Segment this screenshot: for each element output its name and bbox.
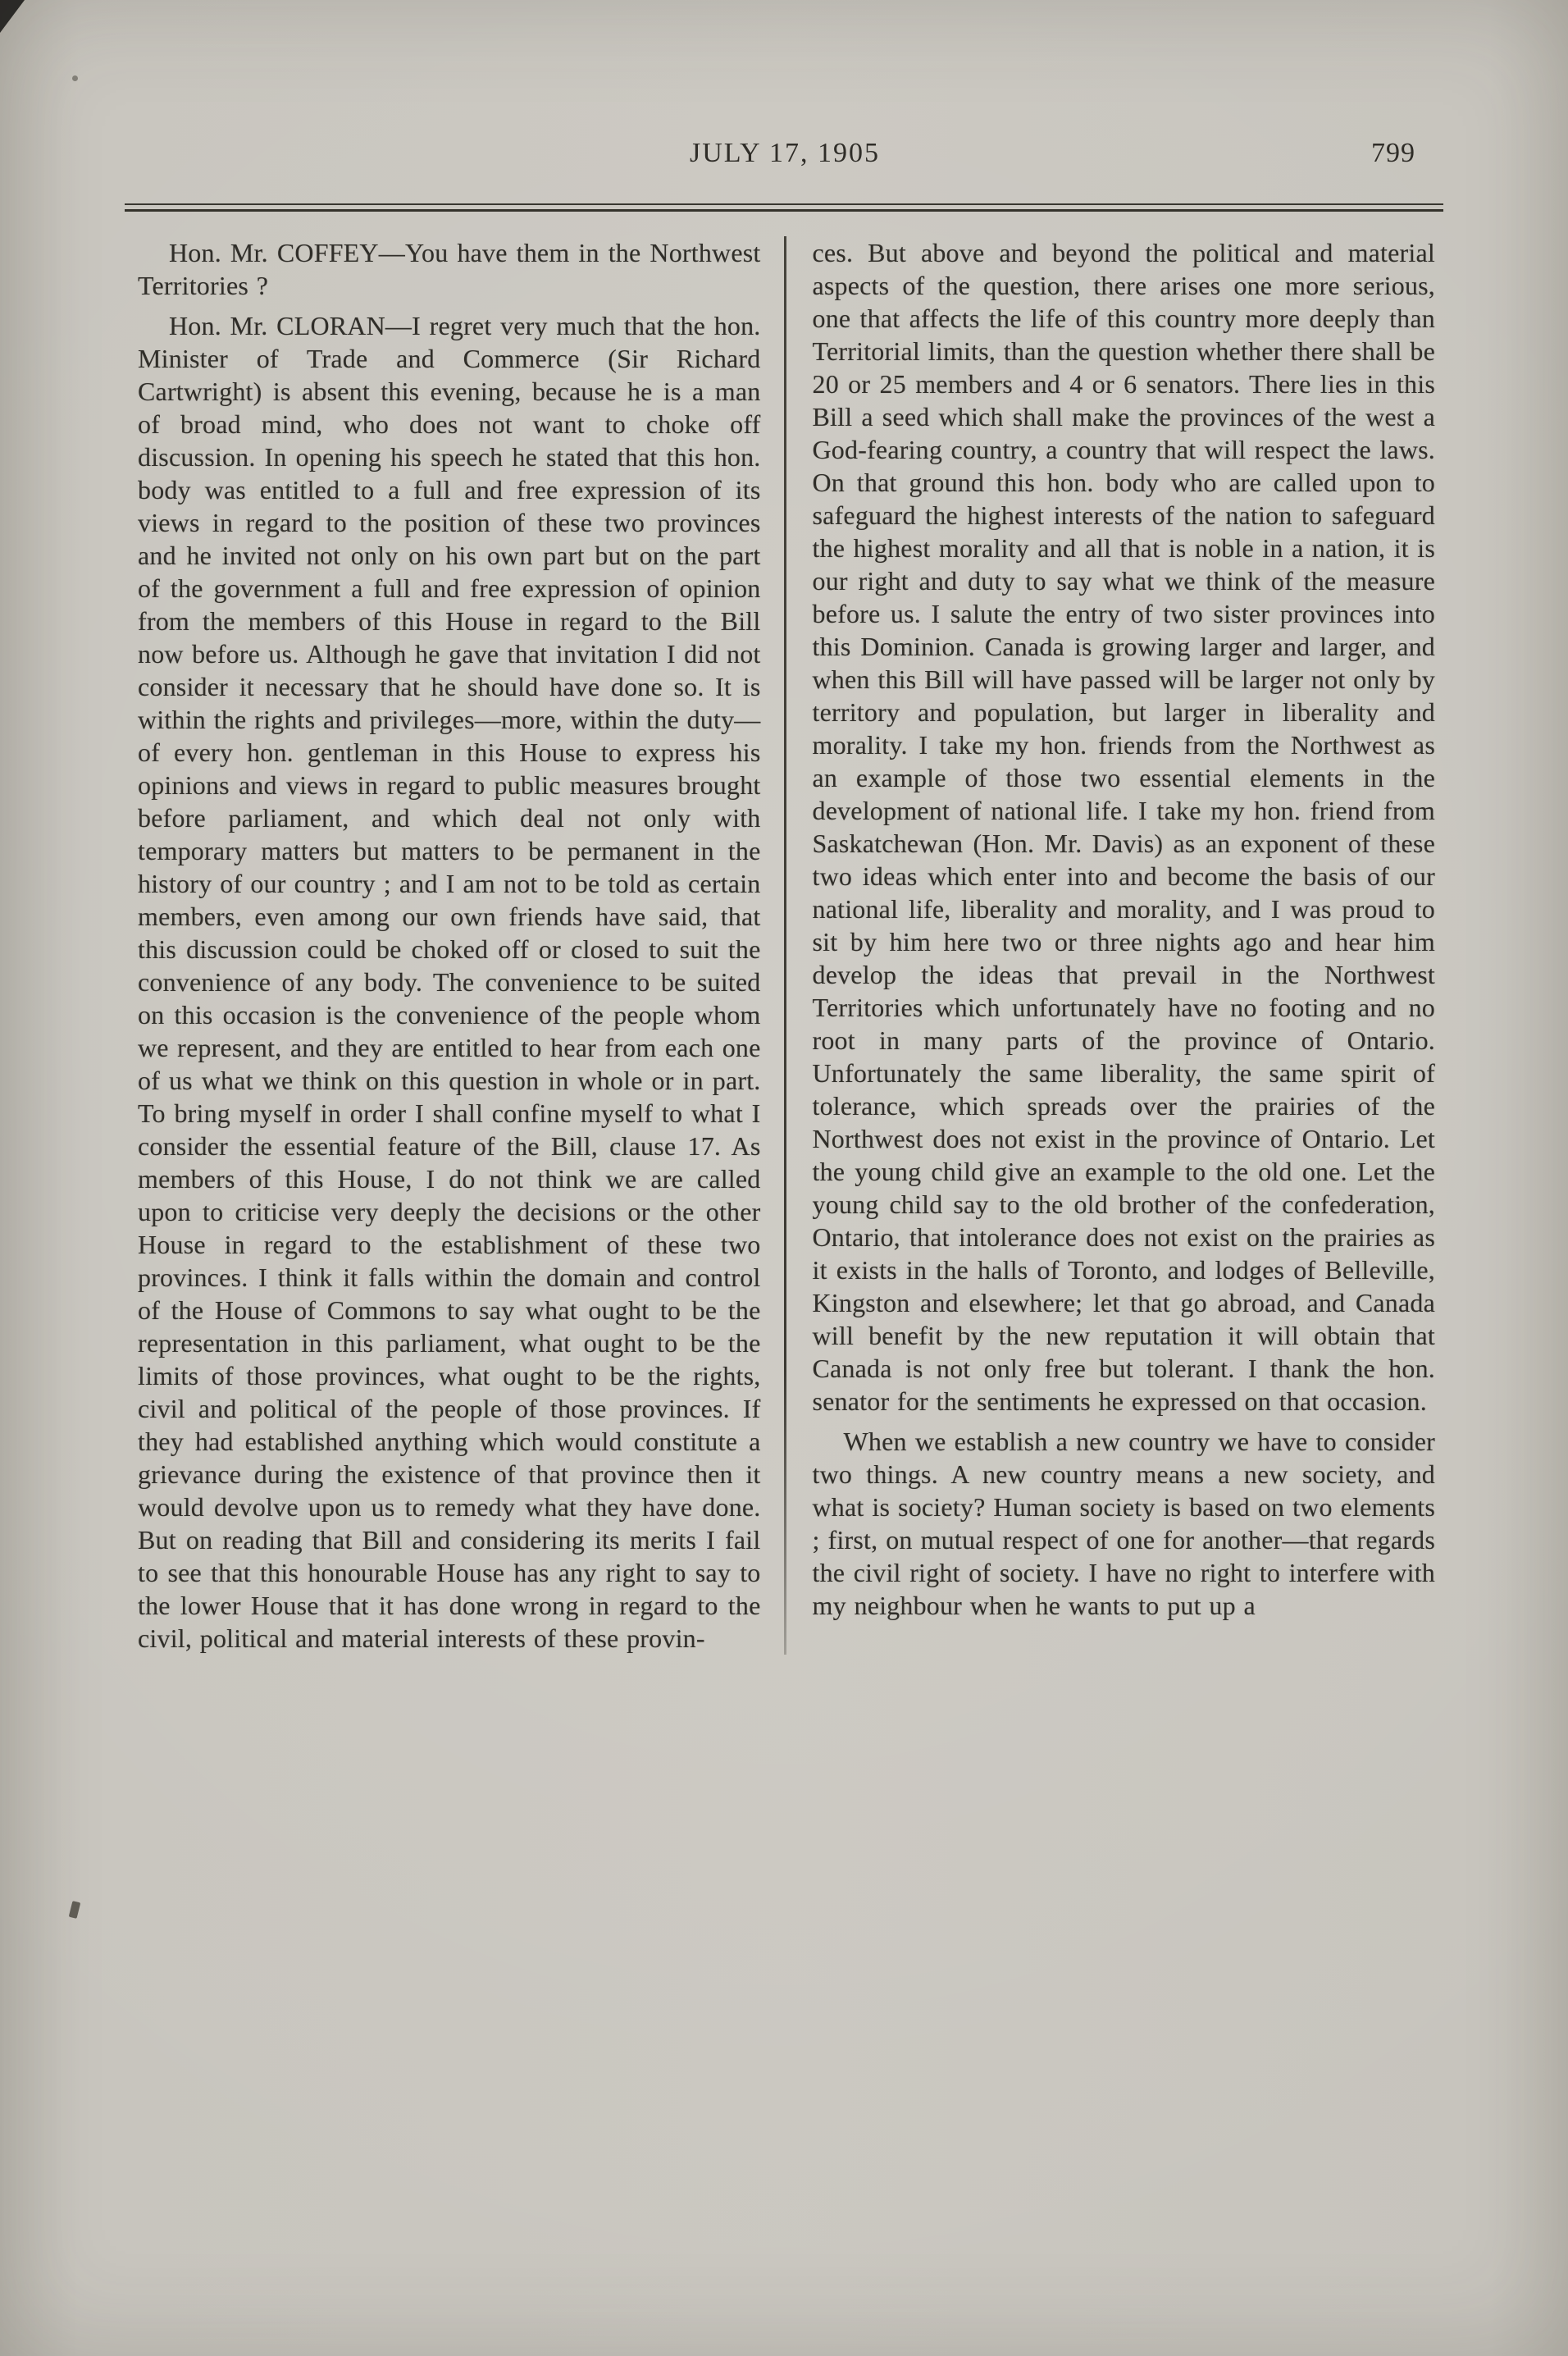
scan-artifact-margin	[69, 1901, 81, 1919]
scan-artifact-corner	[0, 0, 25, 33]
page-number: 799	[1371, 138, 1415, 168]
paragraph: ces. But above and beyond the political and material aspects of the question, there arises one more serious, one that affects the life of this country more deeply than Territorial limits, than the question whether there shall be 20 or 25 members and 4 or 6 senators. There lies in this Bill a seed which shall make the provinces of the west a God-fearing country, a country that will respect the laws. On that ground this hon. body who are called upon to safeguard the highest interests of the nation to safeguard the highest morality and all that is noble in a nation, it is our right and duty to say what we think of the measure before us. I salute the entry of two sister provinces into this Dominion. Canada is growing larger and larger, and when this Bill will have passed will be larger not only by territory and population, but larger in liberality and morality. I take my hon. friends from the Northwest as an example of those two essential elements in the development of national life. I take my hon. friend from Saskatchewan (Hon. Mr. Davis) as an exponent of these two ideas which enter into and become the basis of our national life, liberality and morality, and I was proud to sit by him here two or three nights ago and hear him develop the ideas that prevail in the Northwest Territories which unfortunately have no footing and no root in many parts of the province of Ontario. Unfortunately the same liberality, the same spirit of tolerance, which spreads over the prairies of the Northwest does not exist in the province of Ontario. Let the young child give an example to the old one. Let the young child say to the old brother of the confederation, Ontario, that intolerance does not exist on the prairies as it exists in the halls of Toronto, and lodges of Belleville, Kingston and elsewhere; let that go abroad, and Canada will benefit by the new reputation it will obtain that Canada is not only free but tolerant. I thank the hon. senator for the sentiments he expressed on that occasion.	[812, 238, 1435, 1416]
paragraph: When we establish a new country we have to consider two things. A new country means a new society, and what is society? Human society is based on two elements ; first, on mutual respect of one for another—that regards the civil right of society. I have no right to interfere with my neighbour when he wants to put up a	[812, 1427, 1435, 1620]
right-column	[786, 236, 1436, 1655]
header-double-rule	[125, 203, 1443, 212]
paragraph: Hon. Mr. CLORAN—I regret very much that the hon. Minister of Trade and Commerce (Sir Richard Cartwright) is absent this evening, because he is a man of broad mind, who does not want to choke off discussion. In opening his speech he stated that this hon. body was entitled to a full and free expression of its views in regard to the position of these two provinces and he invited not only on his own part but on the part of the government a full and free expression of opinion from the members of this House in regard to the Bill now before us. Although he gave that invitation I did not consider it necessary that he should have done so. It is within the rights and privileges—more, within the duty—of every hon. gentleman in this House to express his opinions and views in regard to public measures brought before parliament, and which deal not only with temporary matters but matters to be permanent in the history of our country ; and I am not to be told as certain members, even among our own friends have said, that this discussion could be choked off or closed to suit the convenience of any body. The convenience to be suited on this occasion is the convenience of the people whom we represent, and they are entitled to hear from each one of us what we think on this question in whole or in part. To bring myself in order I shall confine myself to what I consider the essential feature of the Bill, clause 17. As members of this House, I do not think we are called upon to criticise very deeply the decisions or the other House in regard to the establishment of these two provinces. I think it falls within the domain and control of the House of Commons to say what ought to be the representation in this parliament, what ought to be the limits of those provinces, what ought to be the rights, civil and political of the people of those provinces. If they had established anything which would constitute a grievance during the existence of that province then it would devolve upon us to remedy what they have done. But on reading that Bill and considering its merits I fail to see that this honourable House has any right to say to the lower House that it has done wrong in regard to the civil, political and material interests of these provin-	[138, 311, 761, 1653]
page-header	[139, 138, 1430, 172]
text-columns	[138, 236, 1435, 1655]
scan-artifact-speck	[72, 75, 78, 81]
paragraph: Hon. Mr. COFFEY—You have them in the Northwest Territories ?	[138, 238, 761, 300]
left-column	[138, 236, 784, 1655]
header-date: JULY 17, 1905	[690, 138, 880, 168]
